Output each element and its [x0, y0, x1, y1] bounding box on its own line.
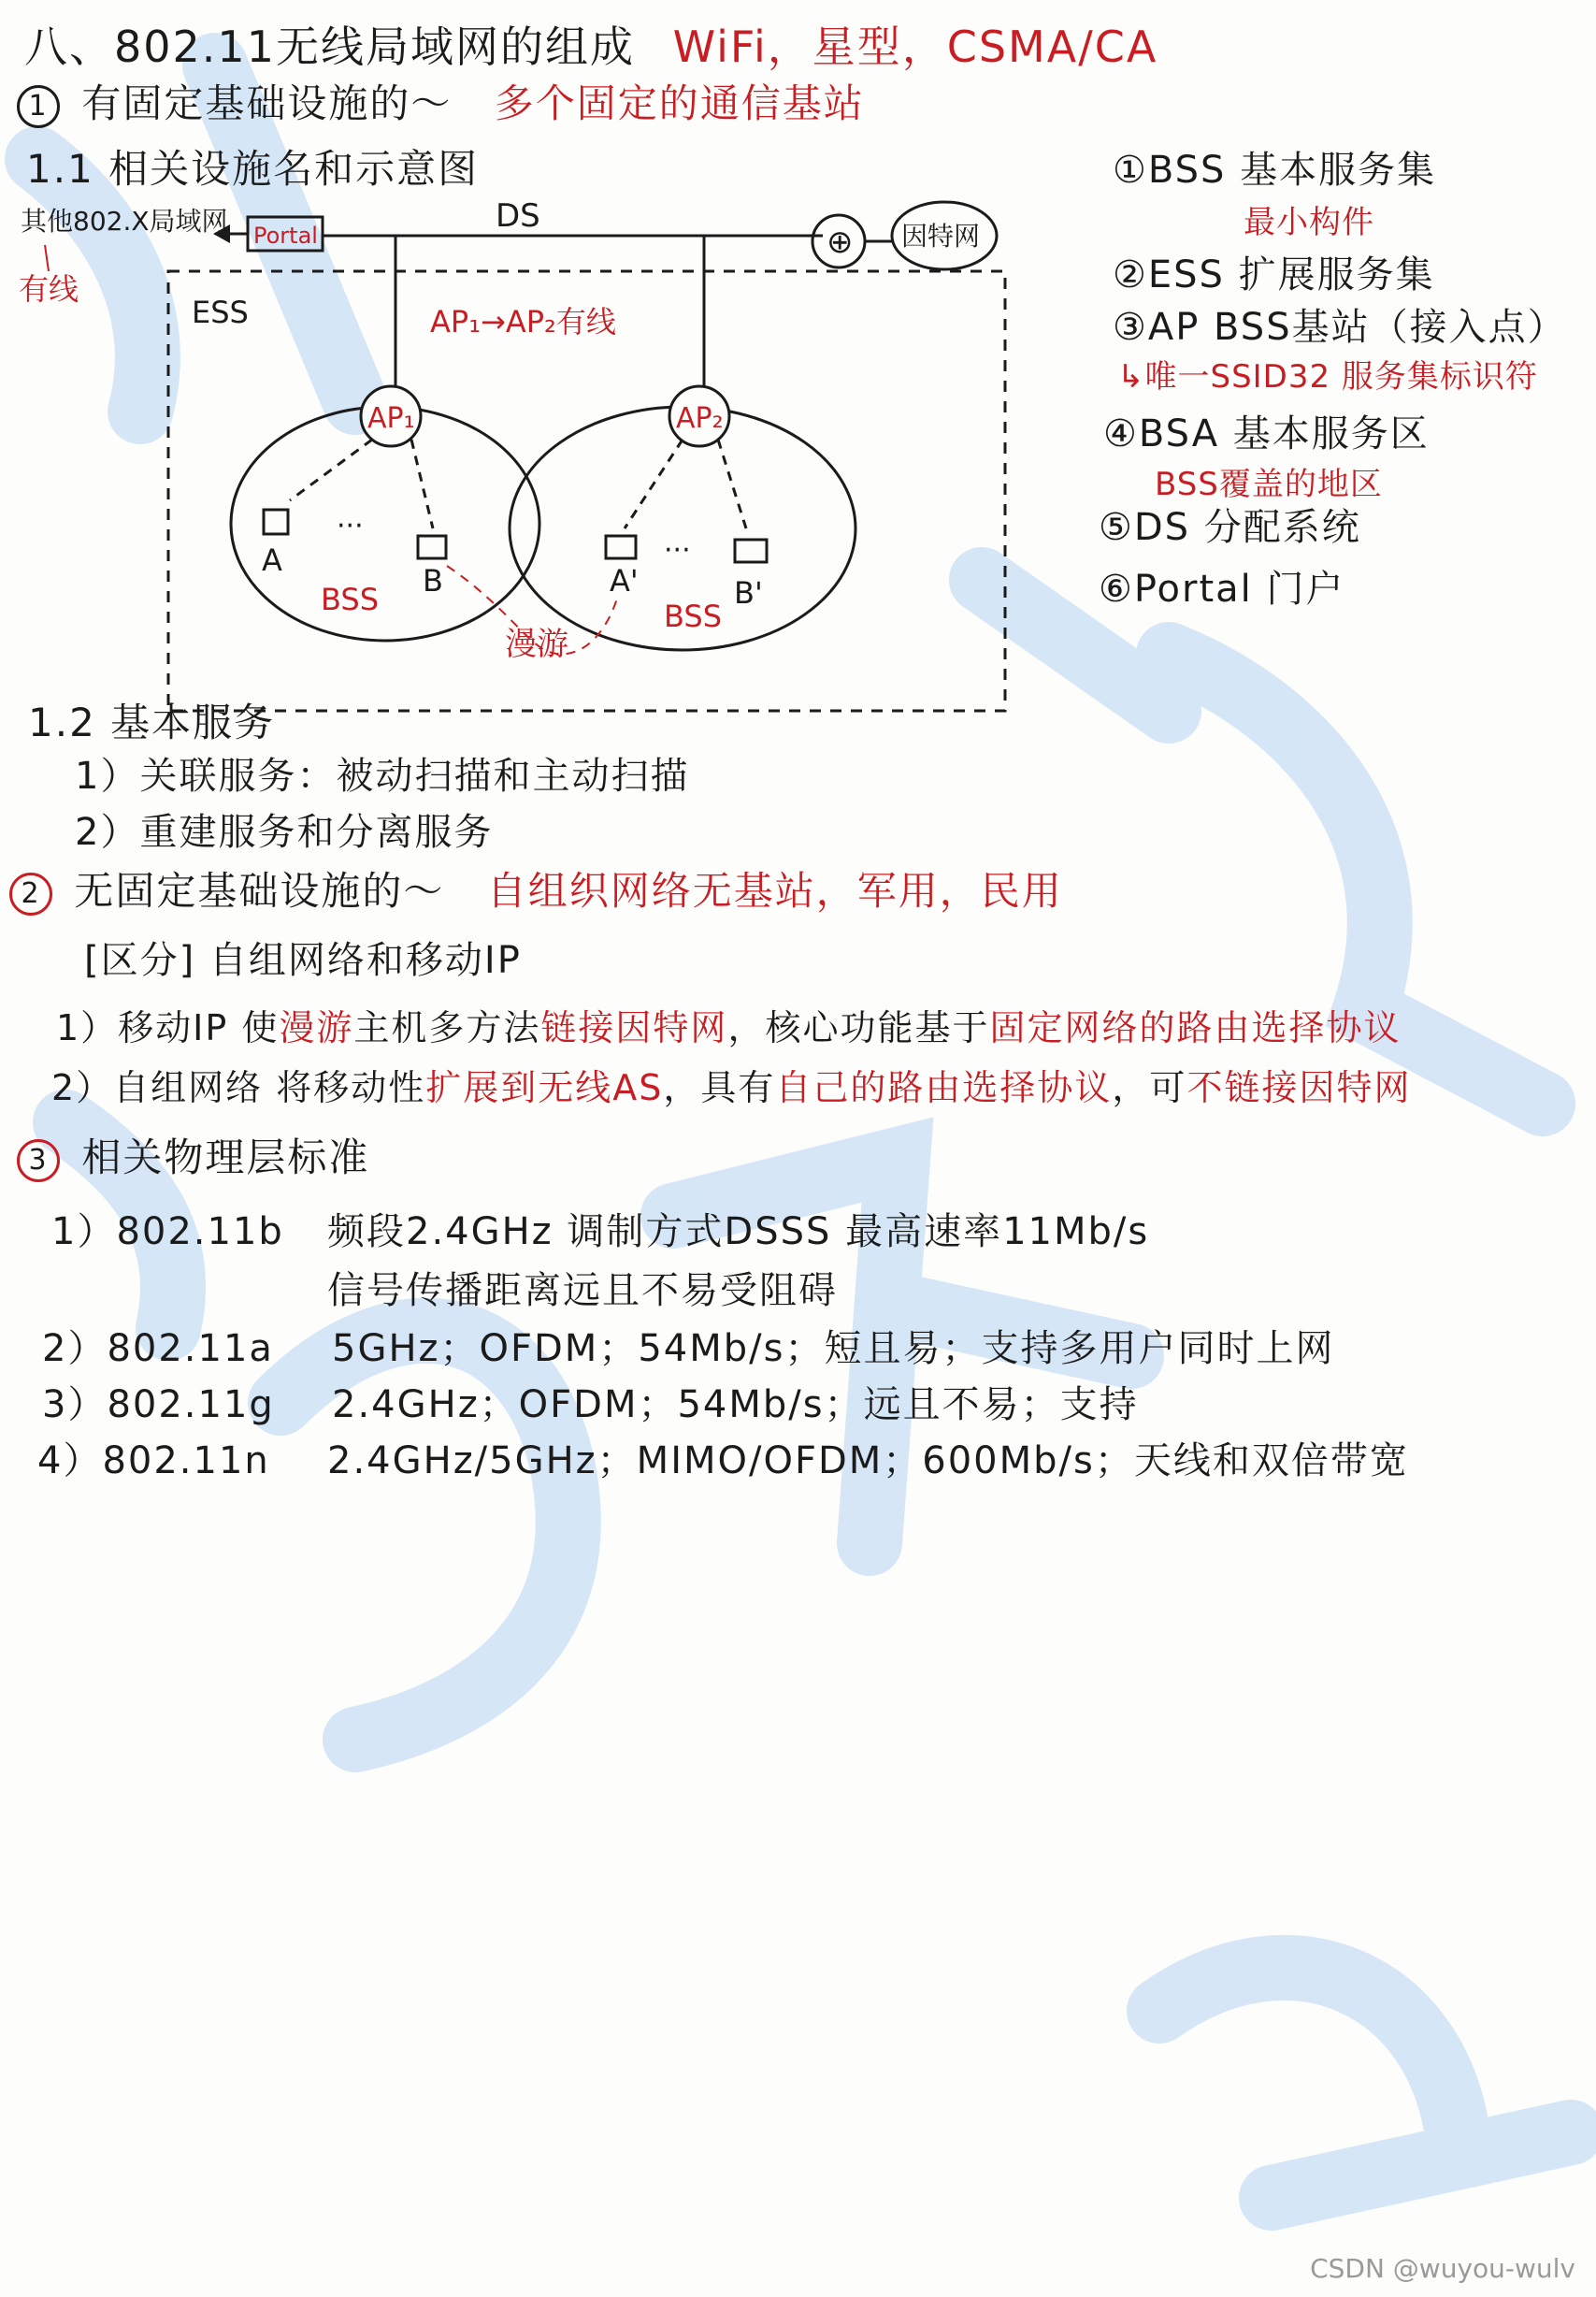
ap1-label: AP₁: [367, 402, 415, 435]
section2-heading: [9, 860, 1063, 917]
section1-text: 有固定基础设施的～: [81, 80, 453, 126]
legend-item-portal: [1099, 559, 1345, 613]
section12-item2: 2）重建服务和分离服务: [75, 811, 494, 854]
internet-label: 因特网: [901, 221, 981, 252]
station-b-label: B: [423, 563, 443, 599]
station-b: [418, 536, 446, 558]
section11-heading: 1.1 相关设施名和示意图: [26, 146, 480, 192]
legend-text-1: BSS 基本服务集: [1147, 149, 1437, 192]
legend-num-4: ④: [1103, 412, 1139, 455]
station-a2: [606, 536, 636, 558]
legend-num-5: ⑤: [1099, 506, 1134, 549]
s2i2-f: 不链接因特网: [1186, 1067, 1412, 1108]
other-lan-label: 其他802.X局域网: [21, 206, 228, 237]
std-row-3-desc: 2.4GHz；OFDM；54Mb/s；远且不易；支持: [332, 1383, 1139, 1426]
bss2-label: BSS: [664, 599, 723, 634]
bss1-label: BSS: [321, 582, 380, 617]
stations-dots-1: ···: [337, 510, 364, 542]
legend-note-1: 最小构件: [1244, 204, 1374, 241]
std-row-1b-desc: 信号传播距离远且不易受阻碍: [327, 1269, 838, 1312]
std-row-2-std: 2）802.11a: [42, 1327, 274, 1370]
s2i1-d: 链接因特网: [540, 1007, 728, 1048]
legend-note-3: ↳唯一SSID32 服务集标识符: [1117, 358, 1538, 396]
std-row-1-std: 1）802.11b: [51, 1210, 284, 1253]
section2-distinguish: [区分] 自组网络和移动IP: [84, 939, 522, 982]
ap1-to-b: [411, 440, 433, 528]
wired-left-arrow: [45, 245, 49, 271]
router-glyph: ⊕: [827, 224, 854, 261]
legend-note-4: BSS覆盖的地区: [1155, 466, 1383, 503]
s2i2-c: ，具有: [663, 1067, 776, 1108]
section2-red-note: 自组织网络无基站，军用，民用: [486, 868, 1063, 914]
ap2-label: AP₂: [676, 402, 724, 435]
ess-label: ESS: [192, 295, 249, 330]
station-a: [264, 510, 288, 534]
title-red-note: WiFi，星型，CSMA/CA: [672, 22, 1158, 72]
section3-heading: [17, 1127, 369, 1183]
s2i1-b: 漫游: [279, 1007, 354, 1048]
legend-text-2: ESS 扩展服务集: [1147, 253, 1435, 296]
std-row-1-desc: 频段2.4GHz 调制方式DSSS 最高速率11Mb/s: [327, 1210, 1150, 1253]
section2-text: 无固定基础设施的～: [74, 868, 445, 914]
std-row-4-std: 4）802.11n: [37, 1439, 270, 1482]
ap2-to-b2: [718, 440, 746, 528]
section3-number: 3: [17, 1139, 60, 1182]
legend-text-6: Portal 门户: [1133, 568, 1345, 611]
legend-num-1: ①: [1113, 149, 1148, 192]
station-a-label: A: [262, 542, 282, 578]
legend-num-3: ③: [1113, 306, 1148, 349]
legend-text-5: DS 分配系统: [1133, 506, 1361, 549]
s2i1-f: 固定网络的路由选择协议: [989, 1007, 1402, 1048]
legend-item-ds: [1099, 498, 1361, 551]
title-main: 八、802.11无线局域网的组成: [24, 22, 635, 72]
s2i2-a: 2）自组网络 将移动性: [51, 1067, 426, 1108]
ap-wired-note: AP₁→AP₂有线: [430, 304, 616, 339]
s2i2-e: ，可: [1112, 1067, 1187, 1108]
ap1-to-a: [290, 440, 372, 500]
legend-item-bss: [1113, 140, 1436, 194]
std-row-2-desc: 5GHz；OFDM；54Mb/s；短且易；支持多用户同时上网: [332, 1327, 1335, 1370]
section3-text: 相关物理层标准: [81, 1134, 370, 1180]
section1-red-note: 多个固定的通信基站: [494, 80, 865, 126]
section1-number: 1: [17, 85, 60, 128]
wired-left-label: 有线: [19, 271, 79, 307]
section12-item1: 1）关联服务：被动扫描和主动扫描: [75, 755, 690, 798]
legend-text-3: AP BSS基站（接入点）: [1147, 306, 1567, 349]
s2i1-e: ，核心功能基于: [727, 1007, 990, 1048]
s2i2-b: 扩展到无线AS: [425, 1067, 664, 1108]
s2i2-d: 自己的路由选择协议: [775, 1067, 1113, 1108]
legend-item-ess: [1113, 245, 1435, 298]
legend-num-6: ⑥: [1099, 568, 1134, 611]
roam-label: 漫游: [505, 626, 568, 663]
legend-item-bsa: [1103, 404, 1430, 457]
section2-item2: [51, 1059, 1411, 1110]
ds-label: DS: [496, 197, 540, 235]
portal-label: Portal: [253, 223, 318, 249]
station-a2-label: A': [610, 563, 639, 599]
std-row-4-desc: 2.4GHz/5GHz；MIMO/OFDM；600Mb/s；天线和双倍带宽: [327, 1439, 1409, 1482]
station-b2: [735, 540, 767, 562]
s2i1-a: 1）移动IP 使: [56, 1007, 280, 1048]
s2i1-c: 主机多方法: [353, 1007, 541, 1048]
legend-item-ap: [1113, 297, 1567, 351]
section2-number: 2: [9, 873, 52, 916]
legend-text-4: BSA 基本服务区: [1138, 412, 1430, 455]
legend-num-2: ②: [1113, 253, 1148, 296]
section12-heading: 1.2 基本服务: [28, 700, 276, 745]
stations-dots-2: ···: [664, 534, 691, 567]
section2-item1: [56, 999, 1401, 1050]
station-b2-label: B': [734, 575, 763, 611]
csdn-watermark: CSDN @wuyou-wulv: [1310, 2253, 1575, 2284]
ap2-to-a2: [625, 440, 683, 528]
std-row-3-std: 3）802.11g: [42, 1383, 275, 1426]
